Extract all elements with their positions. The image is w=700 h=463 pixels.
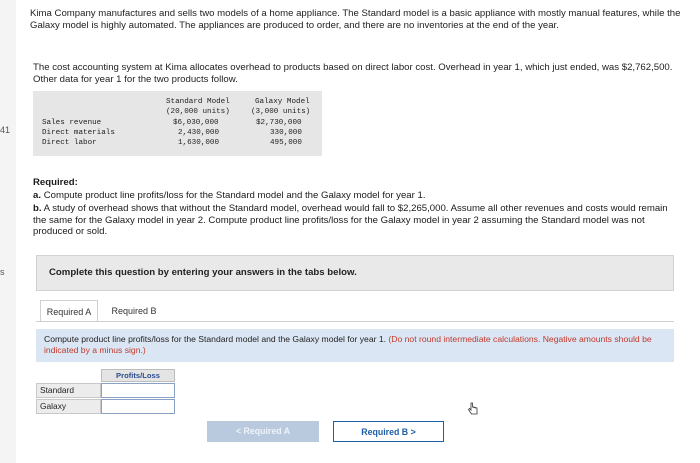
next-button-label: Required B xyxy=(361,427,409,437)
profits-loss-column-header: Profits/Loss xyxy=(101,369,175,382)
standard-direct-materials: 2,430,000 xyxy=(178,129,220,137)
intro-paragraph-1: Kima Company manufactures and sells two models of a home appliance. The Standard model is a basic appliance with mostly manual features, while the Galaxy model is highly automated. The appliances are produced to order, and there are no inventories at the end of the year. xyxy=(30,8,681,31)
galaxy-direct-materials: 330,000 xyxy=(270,129,302,137)
left-margin-strip xyxy=(0,0,16,463)
required-heading: Required: xyxy=(33,177,78,188)
standard-profit-input[interactable] xyxy=(101,383,175,398)
instruction-main: Compute product line profits/loss for the Standard model and the Galaxy model for year 1. xyxy=(44,334,387,344)
next-required-b-button[interactable] xyxy=(333,421,444,442)
hand-cursor-icon xyxy=(467,402,479,416)
margin-question-number: 41 xyxy=(0,125,11,135)
chevron-right-icon: > xyxy=(410,427,416,437)
complete-instructions-text: Complete this question by entering your answers in the tabs below. xyxy=(49,267,357,278)
standard-row-label: Standard xyxy=(36,383,101,398)
required-a-text xyxy=(33,190,673,202)
tab-divider xyxy=(36,321,674,322)
product-data-table xyxy=(33,91,322,156)
instruction-text xyxy=(44,334,664,356)
instruction-box xyxy=(36,329,674,362)
standard-header-line2: (20,000 units) xyxy=(166,108,230,116)
galaxy-header-line1: Galaxy Model xyxy=(255,98,310,106)
prev-button-label: Required A xyxy=(243,426,291,436)
required-b-body: A study of overhead shows that without the Standard model, overhead would fall to $2,265,000. Assume all other revenues and costs would remain the same for the Galaxy model in year 2. Compute product line profits/loss for the Galaxy model in year 2 assuming the Standard model was not produced or sold. xyxy=(33,203,668,237)
standard-header-line1: Standard Model xyxy=(166,98,230,106)
intro-paragraph-2: The cost accounting system at Kima allocates overhead to products based on direct labor cost. Overhead in year 1, which just ended, was $2,762,500. Other data for year 1 for the two products follow. xyxy=(33,62,673,85)
required-a-body: Compute product line profits/loss for the Standard model and the Galaxy model for year 1. xyxy=(43,190,426,201)
complete-instructions-box xyxy=(36,255,674,291)
row-label-direct-materials: Direct materials xyxy=(42,129,115,137)
standard-direct-labor: 1,630,000 xyxy=(178,139,220,147)
row-label-sales-revenue: Sales revenue xyxy=(42,119,102,127)
galaxy-row-label: Galaxy xyxy=(36,399,101,414)
galaxy-direct-labor: 495,000 xyxy=(270,139,302,147)
galaxy-profit-input[interactable] xyxy=(101,399,175,414)
instruction-note: (Do not round intermediate calculations. Negative amounts should be indicated by a minus sign.) xyxy=(44,334,652,355)
standard-sales-revenue: $6,030,000 xyxy=(173,119,219,127)
galaxy-header-line2: (3,000 units) xyxy=(251,108,311,116)
required-b-prefix: b. xyxy=(33,203,42,214)
row-label-direct-labor: Direct labor xyxy=(42,139,97,147)
tab-required-b[interactable]: Required B xyxy=(111,306,157,316)
chevron-left-icon: < xyxy=(235,426,242,436)
margin-mark: s xyxy=(0,267,5,277)
tab-required-a[interactable]: Required A xyxy=(40,300,98,322)
required-b-text xyxy=(33,203,673,238)
prev-required-a-button[interactable] xyxy=(207,421,319,442)
required-a-prefix: a. xyxy=(33,190,42,201)
galaxy-sales-revenue: $2,730,000 xyxy=(256,119,302,127)
